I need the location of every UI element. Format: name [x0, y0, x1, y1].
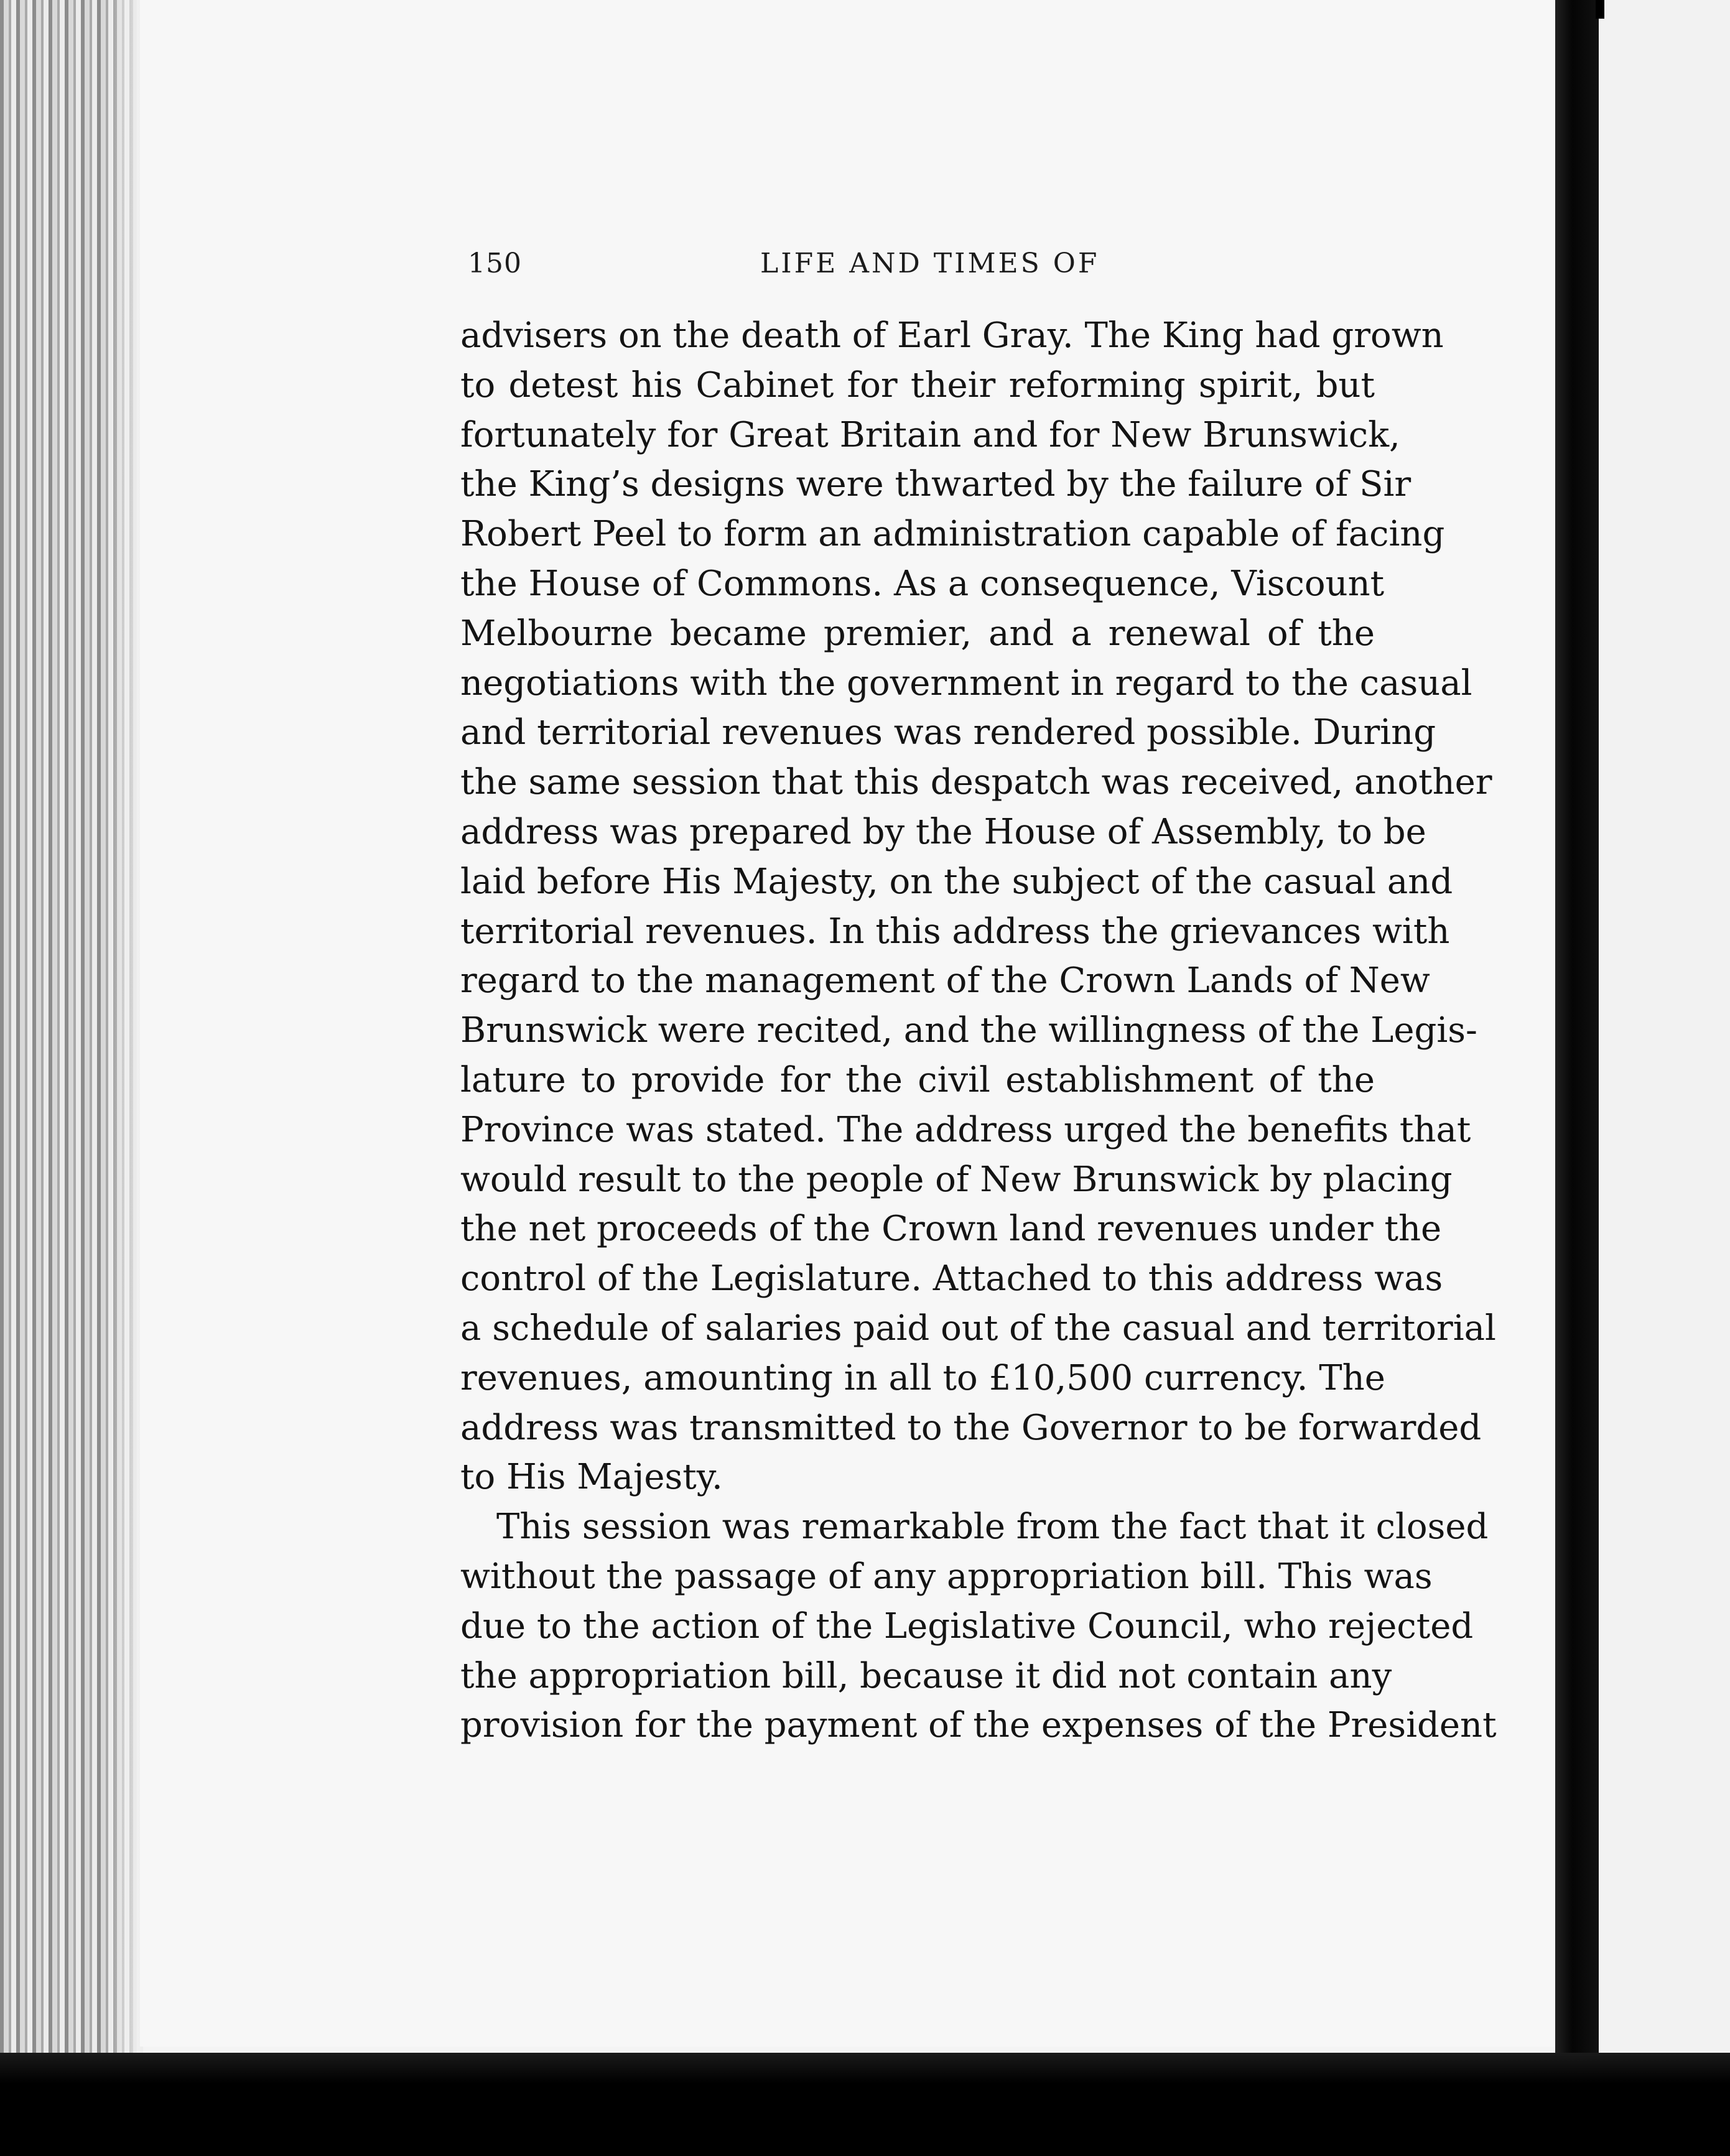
page-header — [468, 248, 1382, 291]
text-line: the net proceeds of the Crown land revenues under the — [460, 1209, 1442, 1250]
text-line: This session was remarkable from the fact that it closed — [496, 1507, 1489, 1548]
body-text — [460, 311, 1497, 1750]
scan-bottom-border — [0, 2053, 1730, 2156]
text-line: and territorial revenues was rendered possible. During — [460, 712, 1436, 753]
text-line: address was transmitted to the Governor to be forwarded — [460, 1407, 1482, 1448]
scan-mark — [1596, 0, 1604, 19]
text-line: territorial revenues. In this address the grievances with — [460, 911, 1450, 952]
text-line: revenues, amounting in all to £10,500 currency. The — [460, 1357, 1385, 1398]
text-line: Brunswick were recited, and the willingness of the Legis- — [460, 1010, 1477, 1051]
text-line: address was prepared by the House of Assembly, to be — [460, 811, 1426, 852]
text-line: control of the Legislature. Attached to this address was — [460, 1258, 1443, 1299]
book-gutter — [1555, 0, 1599, 2078]
text-line: the same session that this despatch was received, another — [460, 762, 1492, 803]
text-line: lature to provide for the civil establishment of the — [460, 1059, 1375, 1100]
text-line: to His Majesty. — [460, 1457, 723, 1498]
running-head: LIFE AND TIMES OF — [760, 248, 1100, 279]
text-line: the House of Commons. As a consequence, Viscount — [460, 563, 1385, 604]
text-line: the King’s designs were thwarted by the failure of Sir — [460, 464, 1411, 505]
text-line: Melbourne became premier, and a renewal of the — [460, 613, 1375, 654]
text-line: the appropriation bill, because it did not contain any — [460, 1655, 1392, 1696]
text-line: Province was stated. The address urged the benefits that — [460, 1109, 1471, 1150]
text-line: laid before His Majesty, on the subject of the casual and — [460, 861, 1453, 902]
page-number: 150 — [468, 248, 522, 279]
text-line: fortunately for Great Britain and for New Brunswick, — [460, 414, 1400, 455]
paragraph-2 — [460, 1502, 1497, 1750]
page-edge-shadow — [112, 0, 143, 2053]
text-line: a schedule of salaries paid out of the casual and territorial — [460, 1308, 1496, 1349]
paragraph-1 — [460, 311, 1496, 1502]
text-line: without the passage of any appropriation bill. This was — [460, 1556, 1433, 1597]
text-line: to detest his Cabinet for their reforming spirit, but — [460, 365, 1375, 406]
text-line: would result to the people of New Brunswick by placing — [460, 1159, 1453, 1200]
facing-page — [1599, 0, 1730, 2053]
text-line: due to the action of the Legislative Council, who rejected — [460, 1605, 1474, 1647]
text-line: advisers on the death of Earl Gray. The King had grown — [460, 315, 1444, 356]
text-line: provision for the payment of the expenses of the President — [460, 1705, 1497, 1746]
text-line: Robert Peel to form an administration capable of facing — [460, 514, 1445, 555]
text-line: regard to the management of the Crown Lands of New — [460, 960, 1430, 1001]
text-line: negotiations with the government in regard to the casual — [460, 662, 1472, 704]
